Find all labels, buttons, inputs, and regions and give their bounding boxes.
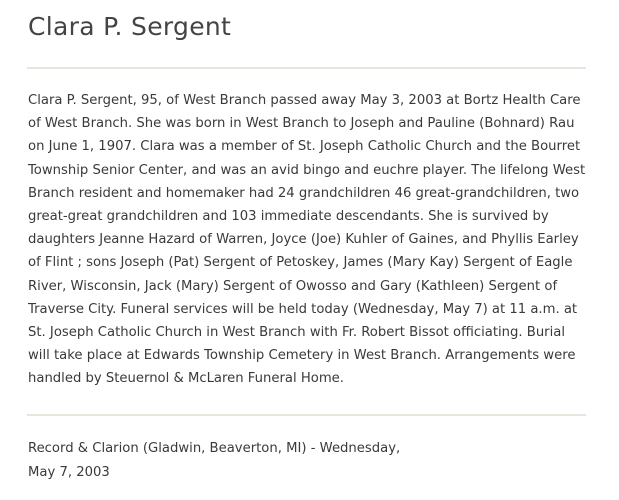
obituary-body: Clara P. Sergent, 95, of West Branch passed away May 3, 2003 at Bortz Health Care of West Branch. She was born in West Branch to Joseph and Pauline (Bohnard) Rau on June 1, 1907. Clara was a member of St. Joseph Catholic Church and the Bourret Township Senior Center, and was an avid bingo and euchre player. The lifelong West Branch resident and homemaker had 24 grandchildren 46 great-grandchildren, two great-great grandchildren and 103 immediate descendants. She is survived by daughters Jeanne Hazard of Warren, Joyce (Joe) Kuhler of Gaines, and Phyllis Earley of Flint ; sons Joseph (Pat) Sergent of Petoskey, James (Mary Kay) Sergent of Eagle River, Wisconsin, Jack (Mary) Sergent of Owosso and Gary (Kathleen) Sergent of Traverse City. Funeral services will be held today (Wednesday, May 7) at 11 a.m. at St. Joseph Catholic Church in West Branch with Fr. Robert Bissot officiating. Burial will take place at Edwards Township Cemetery in West Branch. Arrangements were handled by Steuernol & McLaren Funeral Home. xyxy=(28,93,586,387)
bottom-divider xyxy=(27,414,586,416)
page-title: Clara P. Sergent xyxy=(28,12,232,41)
top-divider xyxy=(27,67,586,69)
source-citation: Record & Clarion (Gladwin, Beaverton, MI) - Wednesday, May 7, 2003 xyxy=(28,441,401,480)
